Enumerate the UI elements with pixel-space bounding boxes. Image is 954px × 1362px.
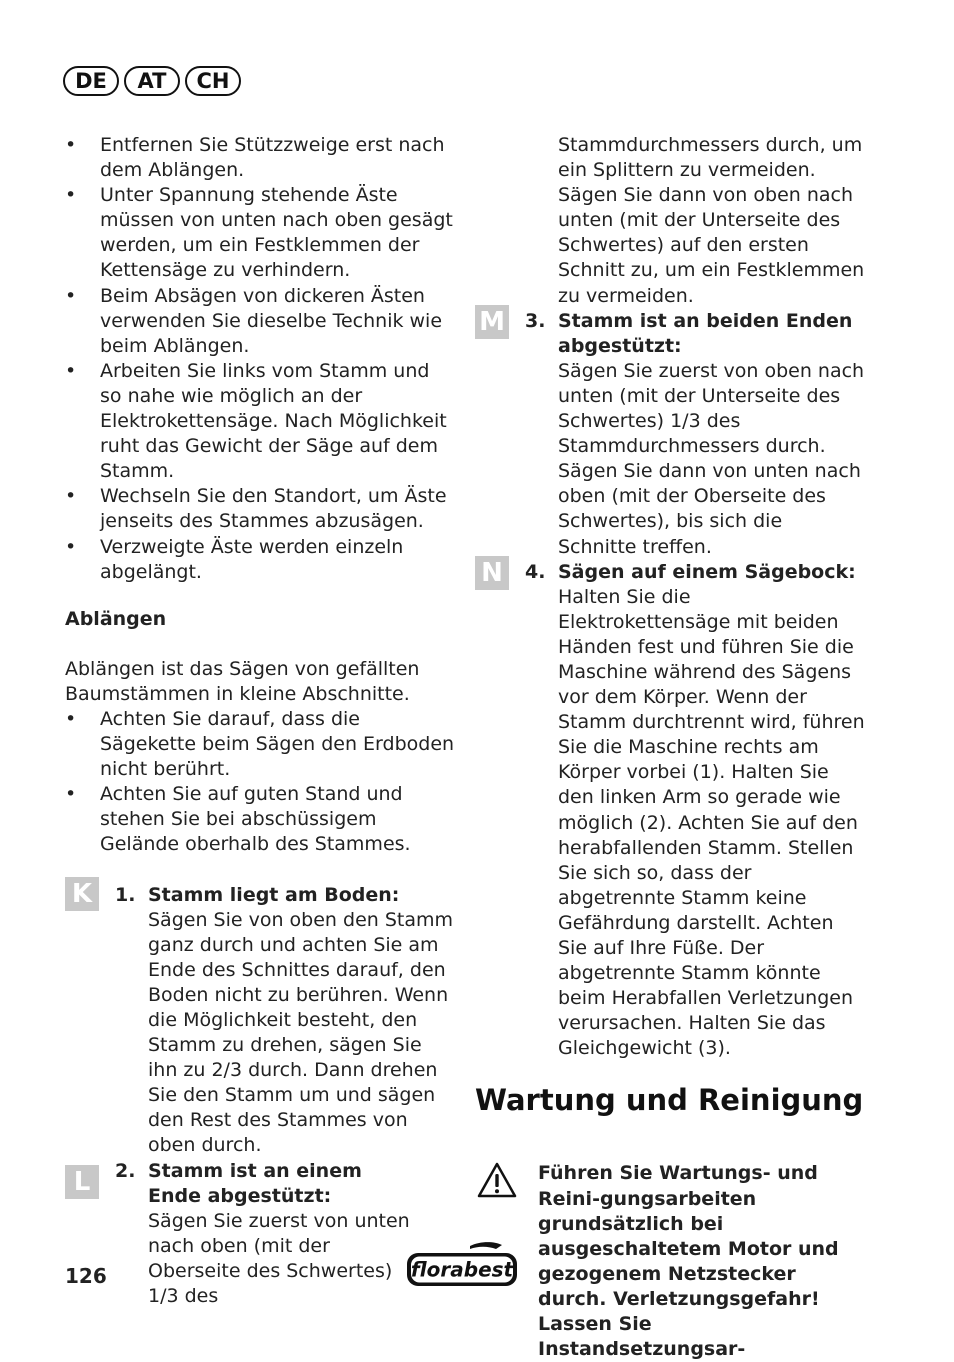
list-item: • Beim Absägen von dickeren Ästen verwenden Sie dieselbe Technik wie beim Ablängen.: [65, 284, 455, 359]
figure-marker-n: N: [475, 556, 509, 590]
section-heading-ablaengen: Ablängen: [65, 607, 167, 630]
step-4: [475, 557, 865, 1062]
intro-paragraph: Ablängen ist das Sägen von gefällten Baumstämmen in kleine Abschnitte.: [65, 657, 420, 705]
list-item: • Achten Sie darauf, dass die Sägekette beim Sägen den Erdboden nicht berührt.: [65, 707, 455, 782]
figure-marker-k: K: [65, 877, 99, 911]
list-item: • Verzweigte Äste werden einzeln abgelängt.: [65, 535, 455, 585]
figure-marker-m: M: [475, 305, 509, 339]
step-number: 1.: [115, 883, 136, 906]
step-title: Stamm liegt am Boden:: [148, 883, 400, 906]
list-item: • Entfernen Sie Stützzweige erst nach dem Ablängen.: [65, 133, 455, 183]
bullet-list-bottom: [65, 707, 455, 858]
bullet-list-top: [65, 133, 455, 585]
florabest-logo: [404, 1241, 520, 1289]
step-number: 3.: [525, 309, 546, 332]
svg-text:florabest: florabest: [410, 1257, 514, 1282]
step-text: Halten Sie die Elektrokettensäge mit beiden Händen fest und führen Sie die Maschine während des Sägens vor dem Körper. Wenn der Stamm durchtrennt wird, führen Sie die Maschine rechts am Körper vorbei (1). Halten Sie den linken Arm so gerade wie möglich (2). Achten Sie auf den herabfallenden Stamm. Stellen Sie sich so, dass der abgetrennte Stamm keine Gefährdung darstellt. Achten Sie auf Ihre Füße. Der abgetrennte Stamm könnte beim Herabfallen Verletzungen verursachen. Halten Sie das Gleichgewicht (3).: [558, 585, 865, 1060]
step-text: Sägen Sie von oben den Stamm ganz durch und achten Sie am Ende des Schnittes darauf, den Boden nicht zu berühren. Wenn die Möglichkeit besteht, den Stamm zu drehen, sägen Sie ihn zu 2/3 durch. Dann drehen Sie den Stamm um und sägen den Rest des Stammes von oben durch.: [148, 908, 454, 1157]
language-badges: [63, 66, 241, 96]
list-item: • Unter Spannung stehende Äste müssen von unten nach oben gesägt werden, um ein Festklemmen der Kettensäge zu verhindern.: [65, 183, 455, 283]
step-title: Stamm ist an beiden Enden abgestützt:: [558, 309, 853, 357]
step-1: [65, 878, 455, 1159]
list-item: • Wechseln Sie den Standort, um Äste jenseits des Stammes abzusägen.: [65, 484, 455, 534]
page-number: 126: [65, 1264, 107, 1288]
step-title: Stamm ist an einem Ende abgestützt:: [148, 1159, 362, 1207]
step-number: 4.: [525, 560, 546, 583]
left-column: [65, 133, 455, 1309]
list-item: • Arbeiten Sie links vom Stamm und so nahe wie möglich an der Elektrokettensäge. Nach Möglichkeit ruht das Gewicht der Säge auf dem Stamm.: [65, 359, 455, 484]
badge-ch: CH: [185, 66, 241, 96]
warning-icon: [476, 1161, 518, 1199]
step-title: Sägen auf einem Sägebock:: [558, 560, 856, 583]
warning-text: Führen Sie Wartungs- und Reini-gungsarbeiten grundsätzlich bei ausgeschaltetem Motor und gezogenem Netzstecker durch. Verletzungsgefahr! Lassen Sie Instandsetzungsar-: [538, 1162, 839, 1361]
step-text: Sägen Sie zuerst von oben nach unten (mit der Unterseite des Schwertes) 1/3 des Stammdurchmessers durch. Sägen Sie dann von unten nach oben (mit der Oberseite des Schwertes), bis sich die Schnitte treffen.: [558, 359, 865, 558]
list-item: • Achten Sie auf guten Stand und stehen Sie bei abschüssigem Gelände oberhalb des Stammes.: [65, 782, 455, 857]
right-column: [475, 133, 865, 1362]
badge-at: AT: [124, 66, 180, 96]
step-text: Sägen Sie zuerst von unten nach oben (mit der Oberseite des Schwertes) 1/3 des: [148, 1209, 410, 1308]
figure-marker-l: L: [65, 1165, 99, 1199]
step-number: 2.: [115, 1159, 136, 1182]
step-3: [475, 306, 865, 560]
step-2-continuation: Stammdurchmessers durch, um ein Splittern zu vermeiden. Sägen Sie dann von oben nach unten (mit der Unterseite des Schwertes) auf den ersten Schnitt zu, um ein Festklemmen zu vermeiden.: [558, 134, 865, 307]
badge-de: DE: [63, 66, 119, 96]
step-2: [65, 1159, 455, 1310]
section-title-wartung: Wartung und Reinigung: [475, 1083, 864, 1118]
warning-block: [475, 1161, 865, 1362]
